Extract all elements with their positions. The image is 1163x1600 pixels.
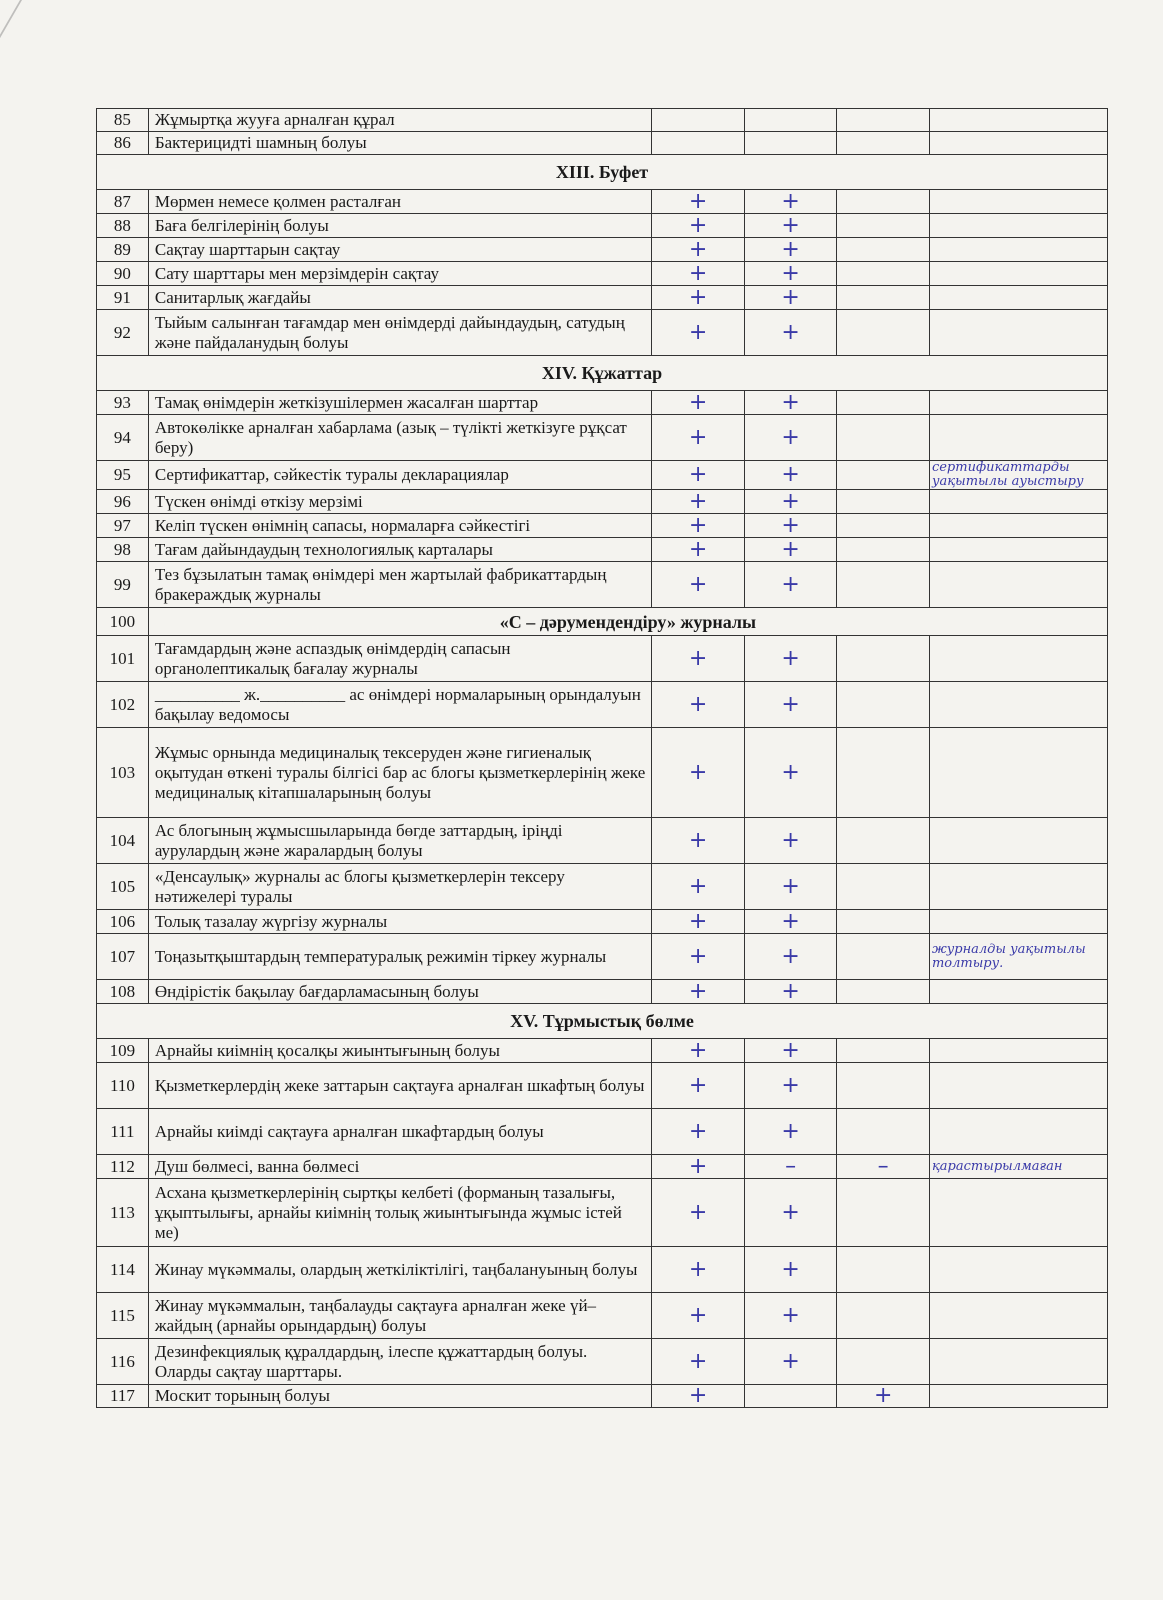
criterion-text: Асхана қызметкерлерінің сыртқы келбеті (форманың тазалығы, ұқыптылығы, арнайы киімнің толық жиынтығында жұмыс істей ме) bbox=[148, 1179, 651, 1247]
mark-cell bbox=[652, 1109, 745, 1155]
note-cell bbox=[929, 1039, 1107, 1063]
handwritten-mark: + bbox=[688, 1118, 708, 1144]
mark-cell bbox=[837, 1247, 930, 1293]
mark-cell bbox=[652, 238, 745, 262]
handwritten-mark: + bbox=[688, 1037, 708, 1063]
handwritten-mark: + bbox=[688, 424, 708, 450]
note-cell bbox=[929, 391, 1107, 415]
table-row bbox=[97, 1293, 1108, 1339]
criterion-text: Жинау мүкәммалын, таңбалауды сақтауға арналған жеке үй–жайдың (арнайы орындардың) болуы bbox=[148, 1293, 651, 1339]
row-number: 95 bbox=[97, 461, 149, 490]
section-title: XIV. Құжаттар bbox=[97, 356, 1108, 391]
table-row bbox=[97, 1339, 1108, 1385]
handwritten-mark: + bbox=[688, 759, 708, 785]
handwritten-mark: + bbox=[781, 645, 800, 671]
mark-cell bbox=[744, 636, 837, 682]
note-cell bbox=[929, 1247, 1107, 1293]
criterion-text: Дезинфекциялық құралдардың, ілеспе құжаттардың болуы. Оларды сақтау шарттары. bbox=[148, 1339, 651, 1385]
handwritten-mark: + bbox=[688, 978, 708, 1004]
mark-cell bbox=[837, 1039, 930, 1063]
mark-cell bbox=[652, 132, 745, 155]
criterion-text: Душ бөлмесі, ванна бөлмесі bbox=[148, 1155, 651, 1179]
handwritten-mark: + bbox=[688, 827, 708, 853]
mark-cell bbox=[744, 1385, 837, 1408]
criterion-text: Түскен өнімді өткізу мерзімі bbox=[148, 490, 651, 514]
note-cell bbox=[929, 728, 1107, 818]
mark-cell bbox=[837, 310, 930, 356]
note-cell bbox=[929, 1109, 1107, 1155]
table-row bbox=[97, 818, 1108, 864]
row-number: 107 bbox=[97, 934, 149, 980]
row-number: 110 bbox=[97, 1063, 149, 1109]
note-cell bbox=[929, 262, 1107, 286]
mark-cell bbox=[652, 1293, 745, 1339]
handwritten-mark: + bbox=[688, 462, 708, 487]
criterion-text: Тағам дайындаудың технологиялық карталары bbox=[148, 538, 651, 562]
handwritten-mark: + bbox=[781, 1072, 800, 1098]
criterion-text: Автокөлікке арналған хабарлама (азық – түлікті жеткізуге рұқсат беру) bbox=[148, 415, 651, 461]
section-header-row bbox=[97, 1004, 1108, 1039]
mark-cell bbox=[744, 728, 837, 818]
row-number: 108 bbox=[97, 980, 149, 1004]
mark-cell bbox=[837, 910, 930, 934]
mark-cell bbox=[744, 415, 837, 461]
mark-cell bbox=[837, 415, 930, 461]
row-number: 85 bbox=[97, 109, 149, 132]
mark-cell bbox=[837, 636, 930, 682]
handwritten-mark: + bbox=[688, 1383, 708, 1408]
note-cell bbox=[929, 514, 1107, 538]
handwritten-mark: + bbox=[688, 873, 708, 899]
mark-cell bbox=[744, 1339, 837, 1385]
row-number: 104 bbox=[97, 818, 149, 864]
handwritten-mark: + bbox=[688, 943, 708, 969]
handwritten-mark: + bbox=[781, 389, 800, 415]
note-cell bbox=[929, 636, 1107, 682]
mark-cell bbox=[652, 1247, 745, 1293]
note-cell bbox=[929, 1063, 1107, 1109]
mark-cell bbox=[652, 728, 745, 818]
row-number: 97 bbox=[97, 514, 149, 538]
mark-cell bbox=[744, 1063, 837, 1109]
handwritten-mark: + bbox=[781, 488, 800, 514]
row-number: 117 bbox=[97, 1385, 149, 1408]
mark-cell bbox=[652, 391, 745, 415]
note-cell bbox=[929, 1385, 1107, 1408]
mark-cell bbox=[837, 1385, 930, 1408]
mark-cell bbox=[837, 1063, 930, 1109]
handwritten-mark: + bbox=[688, 284, 708, 310]
table-row bbox=[97, 1155, 1108, 1179]
row-number: 96 bbox=[97, 490, 149, 514]
mark-cell bbox=[652, 286, 745, 310]
mark-cell bbox=[744, 864, 837, 910]
mark-cell bbox=[744, 310, 837, 356]
note-cell bbox=[929, 310, 1107, 356]
mark-cell bbox=[837, 728, 930, 818]
handwritten-mark: + bbox=[781, 908, 800, 934]
handwritten-mark: + bbox=[781, 978, 800, 1004]
criterion-text: Қызметкерлердің жеке заттарын сақтауға арналған шкафтың болуы bbox=[148, 1063, 651, 1109]
mark-cell bbox=[837, 980, 930, 1004]
row-number: 111 bbox=[97, 1109, 149, 1155]
handwritten-mark: + bbox=[781, 943, 800, 969]
mark-cell bbox=[652, 109, 745, 132]
row-number: 116 bbox=[97, 1339, 149, 1385]
mark-cell bbox=[652, 562, 745, 608]
handwritten-note: сертификаттарды уақытылы ауыстыру bbox=[931, 460, 1084, 489]
handwritten-mark: + bbox=[781, 1199, 800, 1225]
criterion-text: Мөрмен немесе қолмен расталған bbox=[148, 190, 651, 214]
handwritten-mark: + bbox=[781, 827, 800, 853]
mark-cell bbox=[744, 934, 837, 980]
handwritten-mark: + bbox=[688, 908, 708, 934]
mark-cell bbox=[652, 1155, 745, 1179]
note-cell bbox=[929, 238, 1107, 262]
note-cell bbox=[929, 818, 1107, 864]
section-title: «С – дәрумендендіру» журналы bbox=[148, 608, 1107, 636]
inspection-table bbox=[96, 108, 1108, 1408]
handwritten-mark: + bbox=[688, 260, 708, 286]
handwritten-mark: + bbox=[688, 571, 708, 597]
criterion-text: Баға белгілерінің болуы bbox=[148, 214, 651, 238]
table-row bbox=[97, 490, 1108, 514]
row-number: 109 bbox=[97, 1039, 149, 1063]
note-cell bbox=[929, 461, 1107, 490]
criterion-text: Тоңазытқыштардың температуралық режимін тіркеу журналы bbox=[148, 934, 651, 980]
note-cell bbox=[929, 934, 1107, 980]
mark-cell bbox=[744, 1039, 837, 1063]
handwritten-mark: + bbox=[688, 236, 708, 262]
handwritten-mark: + bbox=[688, 389, 708, 415]
table-row bbox=[97, 934, 1108, 980]
handwritten-mark: + bbox=[781, 319, 800, 345]
handwritten-mark: + bbox=[781, 1256, 800, 1282]
table-row bbox=[97, 262, 1108, 286]
criterion-text: Келіп түскен өнімнің сапасы, нормаларға сәйкестігі bbox=[148, 514, 651, 538]
mark-cell bbox=[652, 214, 745, 238]
handwritten-mark: + bbox=[688, 1302, 708, 1328]
mark-cell bbox=[837, 514, 930, 538]
section-header-row bbox=[97, 356, 1108, 391]
mark-cell bbox=[652, 1339, 745, 1385]
mark-cell bbox=[744, 1179, 837, 1247]
mark-cell bbox=[652, 682, 745, 728]
mark-cell bbox=[652, 636, 745, 682]
mark-cell bbox=[744, 682, 837, 728]
handwritten-mark: + bbox=[688, 1072, 708, 1098]
criterion-text: Жұмыс орнында медициналық тексеруден және гигиеналық оқытудан өткені туралы білгісі бар ас блогы қызметкерлерінің жеке медициналық кітапшаларының болуы bbox=[148, 728, 651, 818]
row-number: 112 bbox=[97, 1155, 149, 1179]
mark-cell bbox=[652, 1039, 745, 1063]
row-number: 91 bbox=[97, 286, 149, 310]
table-row bbox=[97, 415, 1108, 461]
handwritten-mark: + bbox=[688, 1348, 708, 1374]
mark-cell bbox=[652, 1385, 745, 1408]
row-number: 101 bbox=[97, 636, 149, 682]
handwritten-mark: + bbox=[781, 1037, 800, 1063]
note-cell bbox=[929, 1293, 1107, 1339]
table-row bbox=[97, 238, 1108, 262]
mark-cell bbox=[837, 562, 930, 608]
handwritten-mark: + bbox=[781, 424, 800, 450]
handwritten-mark: + bbox=[688, 488, 708, 514]
handwritten-mark: + bbox=[688, 536, 708, 562]
handwritten-mark: + bbox=[873, 1383, 893, 1408]
criterion-text: Тағамдардың және аспаздық өнімдердің сапасын органолептикалық бағалау журналы bbox=[148, 636, 651, 682]
checklist-sheet bbox=[96, 108, 1108, 1408]
row-number: 86 bbox=[97, 132, 149, 155]
note-cell bbox=[929, 286, 1107, 310]
mark-cell bbox=[837, 109, 930, 132]
table-row bbox=[97, 636, 1108, 682]
mark-cell bbox=[744, 262, 837, 286]
section-header-row bbox=[97, 155, 1108, 190]
row-number: 99 bbox=[97, 562, 149, 608]
mark-cell bbox=[744, 109, 837, 132]
row-number: 94 bbox=[97, 415, 149, 461]
mark-cell bbox=[744, 461, 837, 490]
table-row bbox=[97, 109, 1108, 132]
mark-cell bbox=[652, 910, 745, 934]
handwritten-mark: + bbox=[688, 691, 708, 717]
mark-cell bbox=[837, 190, 930, 214]
mark-cell bbox=[744, 562, 837, 608]
note-cell bbox=[929, 190, 1107, 214]
handwritten-mark: + bbox=[781, 462, 800, 487]
table-row bbox=[97, 214, 1108, 238]
note-cell bbox=[929, 415, 1107, 461]
mark-cell bbox=[744, 1247, 837, 1293]
criterion-text: «Денсаулық» журналы ас блогы қызметкерлерін тексеру нәтижелері туралы bbox=[148, 864, 651, 910]
mark-cell bbox=[652, 262, 745, 286]
mark-cell bbox=[744, 238, 837, 262]
mark-cell bbox=[837, 934, 930, 980]
table-row bbox=[97, 1039, 1108, 1063]
mark-cell bbox=[837, 818, 930, 864]
note-cell bbox=[929, 490, 1107, 514]
handwritten-mark: + bbox=[781, 1348, 800, 1374]
row-number: 90 bbox=[97, 262, 149, 286]
row-number: 106 bbox=[97, 910, 149, 934]
criterion-text: Арнайы киімді сақтауға арналған шкафтардың болуы bbox=[148, 1109, 651, 1155]
mark-cell bbox=[744, 190, 837, 214]
mark-cell bbox=[837, 1339, 930, 1385]
handwritten-mark: + bbox=[781, 236, 800, 262]
criterion-text: Москит торының болуы bbox=[148, 1385, 651, 1408]
mark-cell bbox=[837, 682, 930, 728]
mark-cell bbox=[837, 286, 930, 310]
table-row bbox=[97, 190, 1108, 214]
mark-cell bbox=[652, 310, 745, 356]
handwritten-mark: + bbox=[781, 260, 800, 286]
mark-cell bbox=[744, 818, 837, 864]
row-number: 113 bbox=[97, 1179, 149, 1247]
table-row bbox=[97, 310, 1108, 356]
table-row bbox=[97, 538, 1108, 562]
numbered-section-row bbox=[97, 608, 1108, 636]
criterion-text: Ас блогының жұмысшыларында бөгде заттардың, іріңді аурулардың және жаралардың болуы bbox=[148, 818, 651, 864]
mark-cell bbox=[744, 538, 837, 562]
row-number: 93 bbox=[97, 391, 149, 415]
handwritten-mark: + bbox=[781, 873, 800, 899]
row-number: 105 bbox=[97, 864, 149, 910]
note-cell bbox=[929, 1155, 1107, 1179]
table-row bbox=[97, 514, 1108, 538]
mark-cell bbox=[652, 190, 745, 214]
mark-cell bbox=[837, 538, 930, 562]
mark-cell bbox=[652, 1063, 745, 1109]
note-cell bbox=[929, 562, 1107, 608]
table-row bbox=[97, 1247, 1108, 1293]
mark-cell bbox=[652, 818, 745, 864]
table-row bbox=[97, 682, 1108, 728]
criterion-text: Сату шарттары мен мерзімдерін сақтау bbox=[148, 262, 651, 286]
row-number: 92 bbox=[97, 310, 149, 356]
mark-cell bbox=[837, 1109, 930, 1155]
criterion-text: Тез бұзылатын тамақ өнімдері мен жартылай фабрикаттардың бракераждық журналы bbox=[148, 562, 651, 608]
handwritten-mark: + bbox=[781, 571, 800, 597]
mark-cell bbox=[744, 214, 837, 238]
row-number: 103 bbox=[97, 728, 149, 818]
criterion-text: Бактерицидті шамның болуы bbox=[148, 132, 651, 155]
mark-cell bbox=[837, 1155, 930, 1179]
handwritten-mark: + bbox=[781, 1118, 800, 1144]
mark-cell bbox=[744, 286, 837, 310]
note-cell bbox=[929, 980, 1107, 1004]
handwritten-mark: + bbox=[781, 284, 800, 310]
table-row bbox=[97, 1179, 1108, 1247]
mark-cell bbox=[652, 980, 745, 1004]
note-cell bbox=[929, 1339, 1107, 1385]
mark-cell bbox=[744, 980, 837, 1004]
mark-cell bbox=[652, 415, 745, 461]
section-title: XIII. Буфет bbox=[97, 155, 1108, 190]
criterion-text: Сақтау шарттарын сақтау bbox=[148, 238, 651, 262]
mark-cell bbox=[652, 864, 745, 910]
row-number: 88 bbox=[97, 214, 149, 238]
table-row bbox=[97, 1063, 1108, 1109]
mark-cell bbox=[744, 490, 837, 514]
mark-cell bbox=[744, 132, 837, 155]
mark-cell bbox=[837, 262, 930, 286]
handwritten-mark: + bbox=[781, 691, 800, 717]
table-row bbox=[97, 910, 1108, 934]
mark-cell bbox=[744, 514, 837, 538]
mark-cell bbox=[837, 864, 930, 910]
mark-cell bbox=[837, 238, 930, 262]
mark-cell bbox=[652, 1179, 745, 1247]
note-cell bbox=[929, 132, 1107, 155]
table-row bbox=[97, 562, 1108, 608]
note-cell bbox=[929, 910, 1107, 934]
handwritten-mark: + bbox=[688, 1199, 708, 1225]
table-row bbox=[97, 132, 1108, 155]
handwritten-mark: + bbox=[781, 759, 800, 785]
handwritten-mark: + bbox=[688, 212, 708, 238]
note-cell bbox=[929, 109, 1107, 132]
mark-cell bbox=[652, 461, 745, 490]
note-cell bbox=[929, 682, 1107, 728]
mark-cell bbox=[652, 514, 745, 538]
handwritten-mark: + bbox=[688, 319, 708, 345]
mark-cell bbox=[744, 1293, 837, 1339]
row-number: 115 bbox=[97, 1293, 149, 1339]
criterion-text: Сертификаттар, сәйкестік туралы декларациялар bbox=[148, 461, 651, 490]
handwritten-mark: + bbox=[688, 188, 708, 214]
table-row bbox=[97, 1109, 1108, 1155]
note-cell bbox=[929, 864, 1107, 910]
criterion-text: Жұмыртқа жууға арналған құрал bbox=[148, 109, 651, 132]
row-number: 100 bbox=[97, 608, 149, 636]
table-row bbox=[97, 864, 1108, 910]
table-row bbox=[97, 461, 1108, 490]
row-number: 102 bbox=[97, 682, 149, 728]
table-row bbox=[97, 286, 1108, 310]
mark-cell bbox=[837, 132, 930, 155]
criterion-text: Арнайы киімнің қосалқы жиынтығының болуы bbox=[148, 1039, 651, 1063]
row-number: 89 bbox=[97, 238, 149, 262]
handwritten-mark: + bbox=[688, 645, 708, 671]
mark-cell bbox=[744, 910, 837, 934]
handwritten-mark: + bbox=[688, 1256, 708, 1282]
criterion-text: Толық тазалау жүргізу журналы bbox=[148, 910, 651, 934]
mark-cell bbox=[744, 1109, 837, 1155]
criterion-text: Санитарлық жағдайы bbox=[148, 286, 651, 310]
handwritten-mark: + bbox=[781, 188, 800, 214]
mark-cell bbox=[652, 538, 745, 562]
criterion-text: __________ ж.__________ ас өнімдері нормаларының орындалуын бақылау ведомосы bbox=[148, 682, 651, 728]
handwritten-mark: + bbox=[781, 536, 800, 562]
row-number: 114 bbox=[97, 1247, 149, 1293]
mark-cell bbox=[837, 1179, 930, 1247]
section-title: XV. Тұрмыстық бөлме bbox=[97, 1004, 1108, 1039]
handwritten-mark: + bbox=[781, 512, 800, 538]
criterion-text: Тамақ өнімдерін жеткізушілермен жасалған шарттар bbox=[148, 391, 651, 415]
table-row bbox=[97, 728, 1108, 818]
mark-cell bbox=[744, 391, 837, 415]
note-cell bbox=[929, 1179, 1107, 1247]
handwritten-mark: + bbox=[688, 512, 708, 538]
mark-cell bbox=[837, 214, 930, 238]
handwritten-mark: – bbox=[785, 1153, 797, 1179]
handwritten-mark: + bbox=[688, 1153, 708, 1179]
handwritten-note: қарастырылмаған bbox=[931, 1158, 1063, 1174]
mark-cell bbox=[837, 490, 930, 514]
note-cell bbox=[929, 538, 1107, 562]
criterion-text: Өндірістік бақылау бағдарламасының болуы bbox=[148, 980, 651, 1004]
mark-cell bbox=[837, 391, 930, 415]
row-number: 87 bbox=[97, 190, 149, 214]
table-row bbox=[97, 391, 1108, 415]
mark-cell bbox=[837, 461, 930, 490]
mark-cell bbox=[837, 1293, 930, 1339]
mark-cell bbox=[652, 934, 745, 980]
criterion-text: Жинау мүкәммалы, олардың жеткіліктілігі, таңбалануының болуы bbox=[148, 1247, 651, 1293]
mark-cell bbox=[652, 490, 745, 514]
mark-cell bbox=[744, 1155, 837, 1179]
handwritten-mark: – bbox=[877, 1153, 889, 1179]
handwritten-mark: + bbox=[781, 1302, 800, 1328]
table-row bbox=[97, 980, 1108, 1004]
table-row bbox=[97, 1385, 1108, 1408]
note-cell bbox=[929, 214, 1107, 238]
handwritten-mark: + bbox=[781, 212, 800, 238]
handwritten-note: журналды уақытылы толтыру. bbox=[931, 941, 1086, 971]
criterion-text: Тыйым салынған тағамдар мен өнімдерді дайындаудың, сатудың және пайдаланудың болуы bbox=[148, 310, 651, 356]
row-number: 98 bbox=[97, 538, 149, 562]
